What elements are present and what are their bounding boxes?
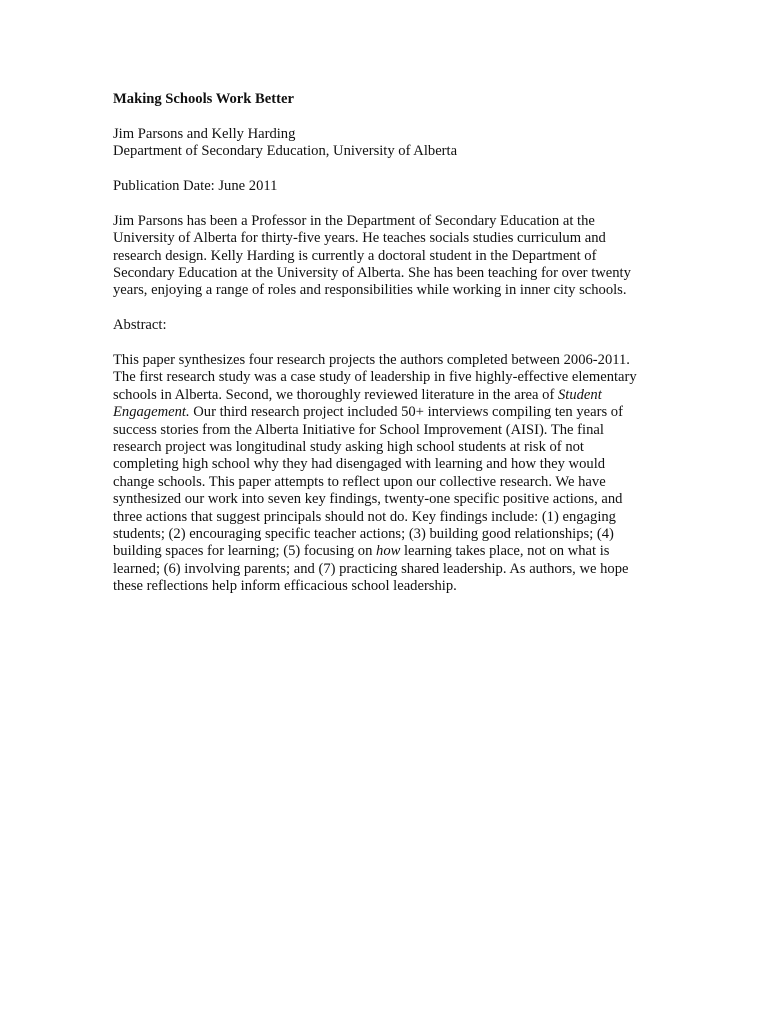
bio-line: Secondary Education at the University of Alberta. She has been teaching for over twenty — [113, 265, 631, 282]
bio-line: research design. Kelly Harding is currently a doctoral student in the Department of — [113, 247, 597, 264]
publication-date: Publication Date: June 2011 — [113, 178, 278, 194]
abstract-line: synthesized our work into seven key findings, twenty-one specific positive actions, and — [113, 491, 623, 508]
department: Department of Secondary Education, University of Alberta — [113, 143, 458, 160]
document-title: Making Schools Work Better — [113, 91, 294, 107]
abstract-line: research project was longitudinal study asking high school students at risk of not — [113, 439, 584, 456]
abstract-text: building spaces for learning; (5) focusing on — [113, 543, 377, 560]
abstract-line — [113, 543, 673, 560]
abstract-emphasis: how — [376, 543, 401, 560]
abstract-text: Our third research project included 50+ interviews compiling ten years of — [189, 404, 623, 421]
abstract-line: The first research study was a case study of leadership in five highly-effective elementary — [113, 369, 637, 386]
abstract-line — [113, 404, 673, 421]
abstract-line: learned; (6) involving parents; and (7) practicing shared leadership. As authors, we hope — [113, 560, 629, 577]
abstract-line: these reflections help inform efficacious school leadership. — [113, 578, 457, 595]
author-bio — [113, 213, 673, 300]
abstract-emphasis: Engagement. — [113, 404, 190, 421]
document-content — [113, 91, 673, 613]
abstract-line — [113, 387, 673, 404]
bio-line: Jim Parsons has been a Professor in the Department of Secondary Education at the — [113, 212, 595, 229]
bio-line: years, enjoying a range of roles and responsibilities while working in inner city schools. — [113, 282, 627, 299]
abstract-line: three actions that suggest principals should not do. Key findings include: (1) engaging — [113, 508, 616, 525]
abstract-line: change schools. This paper attempts to reflect upon our collective research. We have — [113, 473, 606, 490]
abstract-body — [113, 352, 673, 596]
author-block — [113, 126, 673, 161]
abstract-text: learning takes place, not on what is — [400, 543, 610, 560]
abstract-line: students; (2) encouraging specific teacher actions; (3) building good relationships; (4) — [113, 526, 614, 543]
abstract-emphasis: Student — [557, 386, 602, 403]
bio-line: University of Alberta for thirty-five years. He teaches socials studies curriculum and — [113, 230, 606, 247]
authors: Jim Parsons and Kelly Harding — [113, 125, 296, 142]
abstract-line: completing high school why they had disengaged with learning and how they would — [113, 456, 606, 473]
abstract-line: This paper synthesizes four research projects the authors completed between 2006-2011. — [113, 352, 630, 369]
abstract-heading: Abstract: — [113, 317, 167, 334]
abstract-line: success stories from the Alberta Initiative for School Improvement (AISI). The final — [113, 421, 604, 438]
abstract-text: schools in Alberta. Second, we thoroughly reviewed literature in the area of — [113, 386, 558, 403]
